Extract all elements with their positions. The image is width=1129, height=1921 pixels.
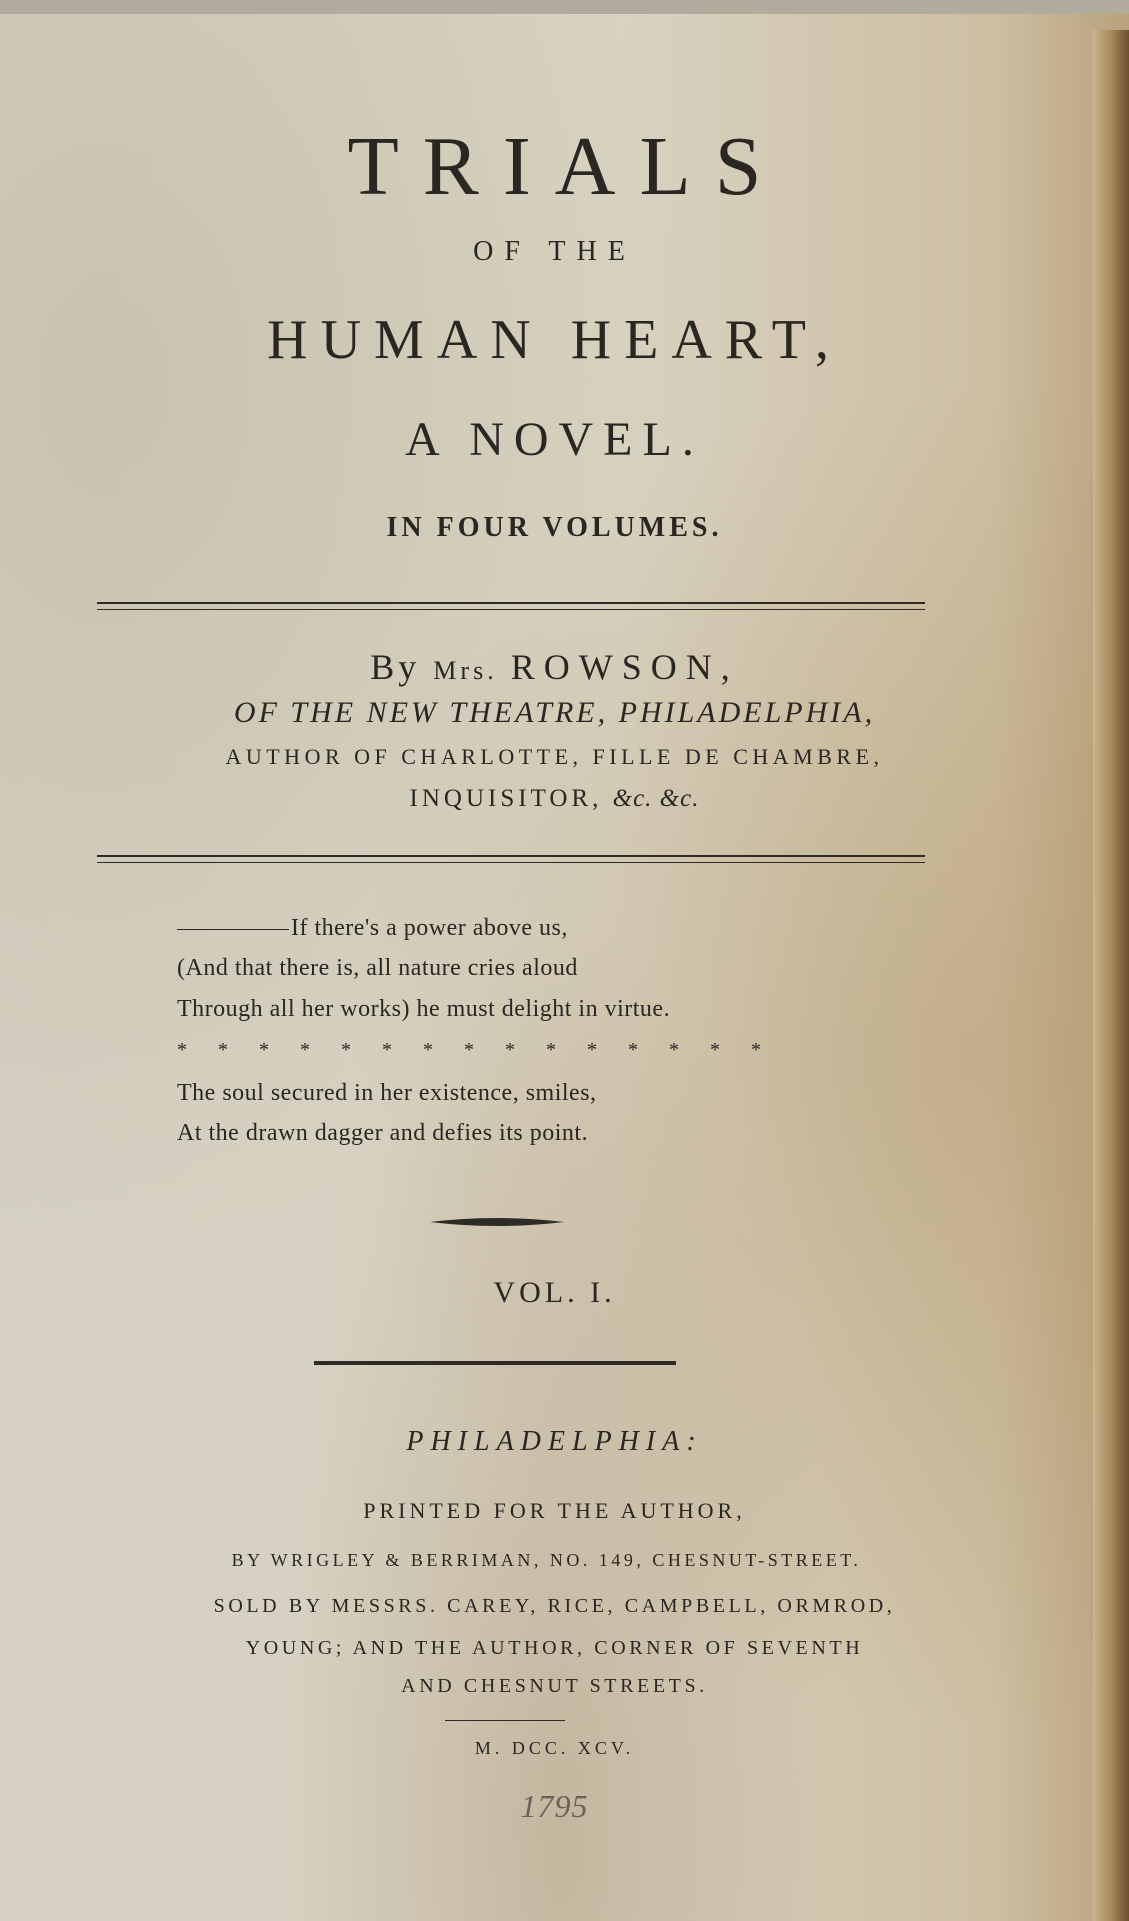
imprint-sold-by-2: YOUNG; AND THE AUTHOR, CORNER OF SEVENTH [245,1637,864,1659]
scan-top-edge [0,0,1129,14]
double-rule-top-a [97,602,925,604]
title-genre: A NOVEL. [405,413,704,466]
double-rule-bottom-b [97,862,925,863]
author-by: By [370,647,421,687]
imprint-sold-by-3: AND CHESNUT STREETS. [401,1675,708,1697]
author-name: ROWSON, [510,647,739,687]
author-inquisitor-line [0,785,1119,813]
epigraph-line-6: At the drawn dagger and defies its point. [177,1120,589,1146]
title-volumes: IN FOUR VOLUMES. [386,512,723,543]
title-subject: HUMAN HEART, [267,309,842,371]
epigraph-text-1: If there's a power above us, [291,915,568,941]
author-of: AUTHOR OF CHARLOTTE, FILLE DE CHAMBRE, [225,744,884,769]
epigraph-dash [177,929,289,930]
year-rule [445,1720,565,1721]
ornament-rule [430,1216,564,1228]
title-main: TRIALS [347,120,786,213]
title-of-the: OF THE [473,236,636,267]
imprint-printers: BY WRIGLEY & BERRIMAN, NO. 149, CHESNUT-STREET. [231,1550,862,1570]
imprint-printed-for: PRINTED FOR THE AUTHOR, [363,1498,746,1523]
epigraph-line-1 [177,915,568,942]
volume-rule [314,1361,676,1365]
epigraph-asterisks: * * * * * * * * * * * * * * * [177,1039,774,1061]
epigraph-line-2: (And that there is, all nature cries aloud [177,955,578,981]
author-inquisitor: INQUISITOR, [409,785,603,812]
imprint-year: M. DCC. XCV. [474,1738,635,1758]
author-theatre: OF THE NEW THEATRE, PHILADELPHIA, [233,696,876,729]
epigraph-line-3: Through all her works) he must delight in virtue. [177,996,671,1022]
imprint-sold-by: SOLD BY MESSRS. CAREY, RICE, CAMPBELL, ORMROD, [213,1595,896,1617]
author-mrs: Mrs. [433,656,498,685]
volume-number: VOL. I. [493,1276,616,1309]
author-line [0,646,1119,688]
imprint-city: PHILADELPHIA: [406,1426,703,1457]
handwritten-year: 1795 [520,1788,589,1824]
double-rule-top-b [97,609,925,610]
double-rule-bottom-a [97,855,925,857]
epigraph-line-5: The soul secured in her existence, smiles, [177,1080,597,1106]
author-etc: &c. &c. [612,785,700,812]
